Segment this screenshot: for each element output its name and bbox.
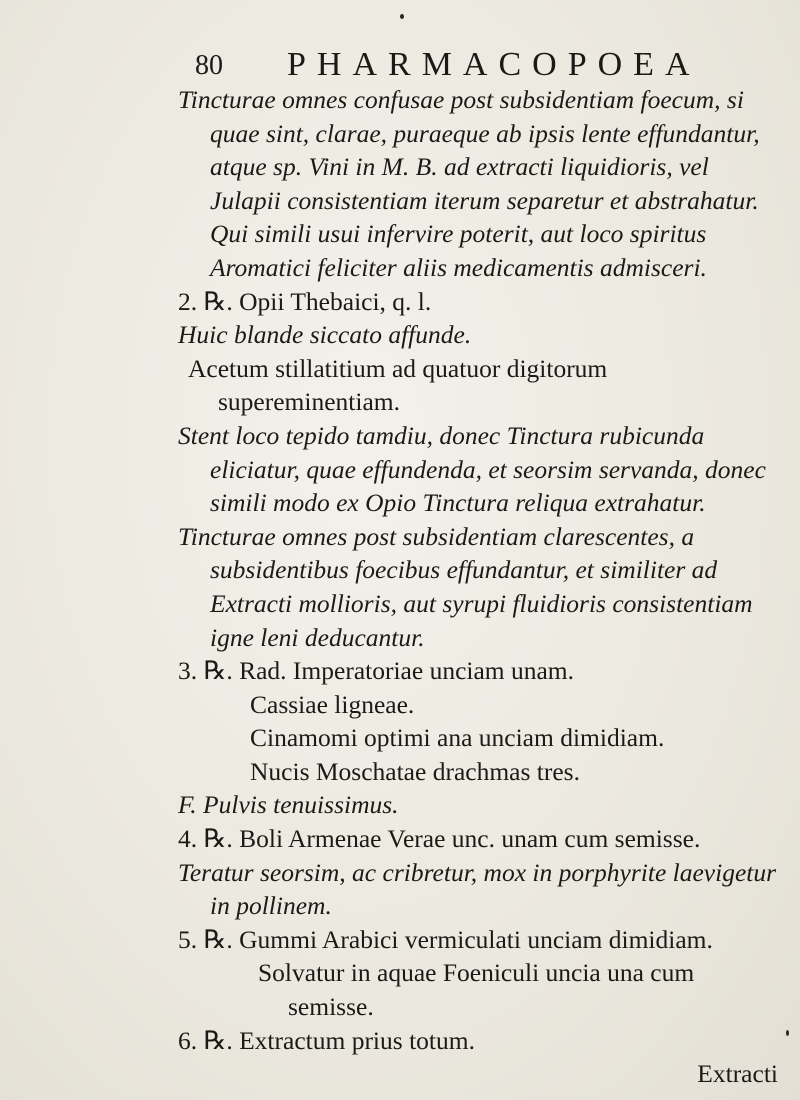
page-body xyxy=(178,83,778,1091)
page-header xyxy=(195,46,715,86)
ingredient-line: Cinamomi optimi ana unciam dimidiam. xyxy=(250,723,665,753)
catchword: Extracti xyxy=(697,1059,778,1089)
recipe-heading: 5. ℞. Gummi Arabici vermiculati unciam dimidiam. xyxy=(178,924,713,954)
page-number: 80 xyxy=(195,50,223,81)
ingredient-line: Cassiae ligneae. xyxy=(250,689,415,719)
ingredient-line: Acetum stillatitium ad quatuor digitorum supereminentiam. xyxy=(188,353,608,417)
recipe-heading: 6. ℞. Extractum prius totum. xyxy=(178,1025,475,1055)
ink-speck xyxy=(400,14,404,19)
instruction: Tincturae omnes post subsidentiam clarescentes, a subsidentibus foecibus effundantur, et similiter ad Extracti mollioris, aut syrupi fluidioris consistentiam igne leni deducantur. xyxy=(178,521,753,652)
recipe-heading: 2. ℞. Opii Thebaici, q. l. xyxy=(178,286,432,316)
ingredient-line: Nucis Moschatae drachmas tres. xyxy=(250,756,580,786)
recipe-heading: 3. ℞. Rad. Imperatoriae unciam unam. xyxy=(178,656,575,686)
ink-speck xyxy=(786,1030,789,1036)
recipe-heading: 4. ℞. Boli Armenae Verae unc. unam cum semisse. xyxy=(178,824,701,854)
running-title: PHARMACOPOEA xyxy=(287,46,701,83)
instruction: Teratur seorsim, ac cribretur, mox in porphyrite laevigetur in pollinem. xyxy=(178,857,777,921)
instruction: F. Pulvis tenuissimus. xyxy=(178,790,399,820)
instruction: Solvatur in aquae Foeniculi uncia una cum semisse. xyxy=(258,958,695,1022)
instruction: Stent loco tepido tamdiu, donec Tinctura rubicunda eliciatur, quae effundenda, et seorsim servanda, donec simili modo ex Opio Tinctura reliqua extrahatur. xyxy=(178,420,766,518)
instruction: Huic blande siccato affunde. xyxy=(178,320,472,350)
paragraph: Tincturae omnes confusae post subsidentiam foecum, si quae sint, clarae, puraeque ab ipsis lente effundantur, atque sp. Vini in M. B. ad extracti liquidioris, vel Julapii consistentiam iterum separetur et abstrahatur. Qui simili usui infervire poterit, aut loco spiritus Aromatici feliciter aliis medicamentis admisceri. xyxy=(178,85,760,282)
